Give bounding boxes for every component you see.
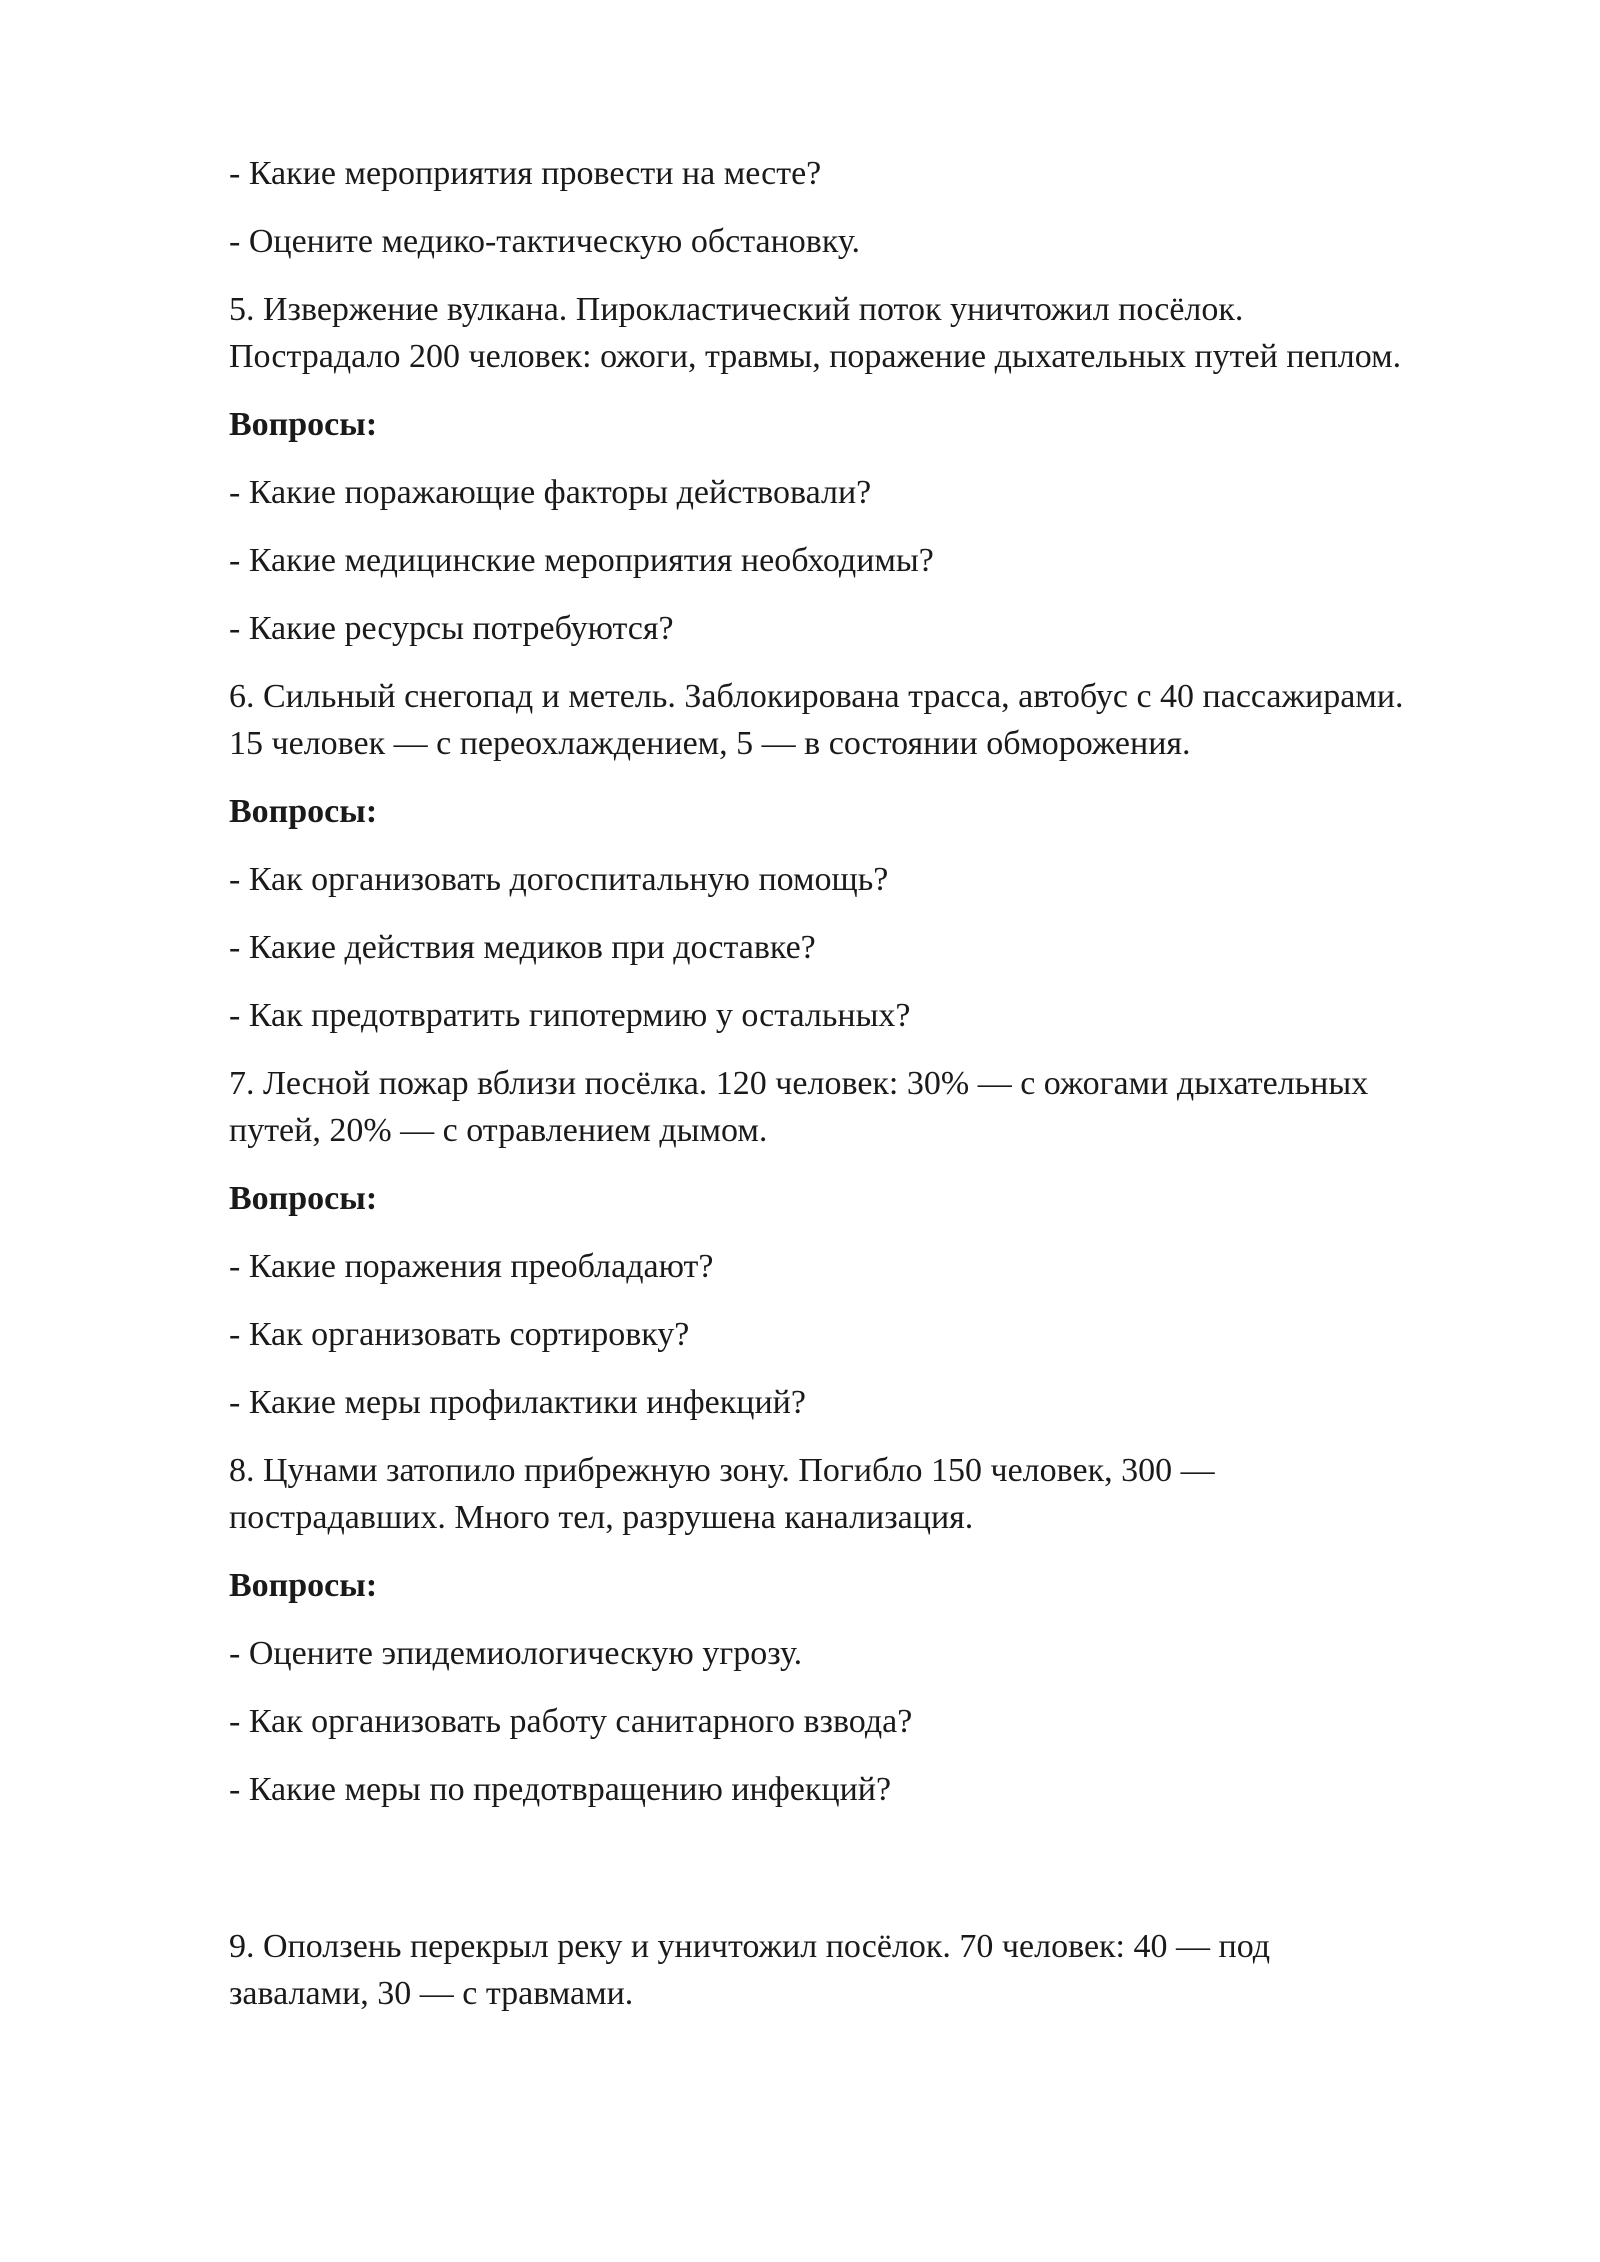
document-body xyxy=(229,150,1409,2038)
questions-heading: Вопросы: xyxy=(229,1180,378,1217)
question-item: - Какие медицинские мероприятия необходимы? xyxy=(229,542,934,579)
questions-heading: Вопросы: xyxy=(229,1567,378,1604)
question-item: - Как организовать сортировку? xyxy=(229,1316,690,1353)
scenario-paragraph-6: 6. Сильный снегопад и метель. Заблокирована трасса, автобус с 40 пассажирами. 15 человек — с переохлаждением, 5 — в состоянии обморожения. xyxy=(229,678,1404,762)
question-item: - Какие ресурсы потребуются? xyxy=(229,610,674,647)
question-item: - Оцените медико-тактическую обстановку. xyxy=(229,223,860,260)
question-item: - Какие действия медиков при доставке? xyxy=(229,929,816,966)
blank-space xyxy=(229,1834,1409,1923)
question-item: - Как организовать догоспитальную помощь? xyxy=(229,861,889,898)
scenario-paragraph-8: 8. Цунами затопило прибрежную зону. Погибло 150 человек, 300 — пострадавших. Много тел, разрушена канализация. xyxy=(229,1452,1215,1536)
question-item: - Как организовать работу санитарного взвода? xyxy=(229,1703,913,1740)
question-item: - Как предотвратить гипотермию у остальных? xyxy=(229,997,911,1034)
question-item: - Какие меры по предотвращению инфекций? xyxy=(229,1771,892,1808)
question-item: - Какие меры профилактики инфекций? xyxy=(229,1384,806,1421)
scenario-paragraph-9: 9. Оползень перекрыл реку и уничтожил посёлок. 70 человек: 40 — под завалами, 30 — с травмами. xyxy=(229,1928,1271,2012)
questions-heading: Вопросы: xyxy=(229,793,378,830)
question-item: - Какие поражения преобладают? xyxy=(229,1248,714,1285)
questions-heading: Вопросы: xyxy=(229,406,378,443)
question-item: - Какие поражающие факторы действовали? xyxy=(229,474,872,511)
scenario-paragraph-5: 5. Извержение вулкана. Пирокластический поток уничтожил посёлок. Пострадало 200 человек: ожоги, травмы, поражение дыхательных путей пеплом. xyxy=(229,291,1402,375)
question-item: - Какие мероприятия провести на месте? xyxy=(229,155,822,192)
scenario-paragraph-7: 7. Лесной пожар вблизи посёлка. 120 человек: 30% — с ожогами дыхательных путей, 20% — с отравлением дымом. xyxy=(229,1065,1369,1149)
question-item: - Оцените эпидемиологическую угрозу. xyxy=(229,1635,803,1672)
